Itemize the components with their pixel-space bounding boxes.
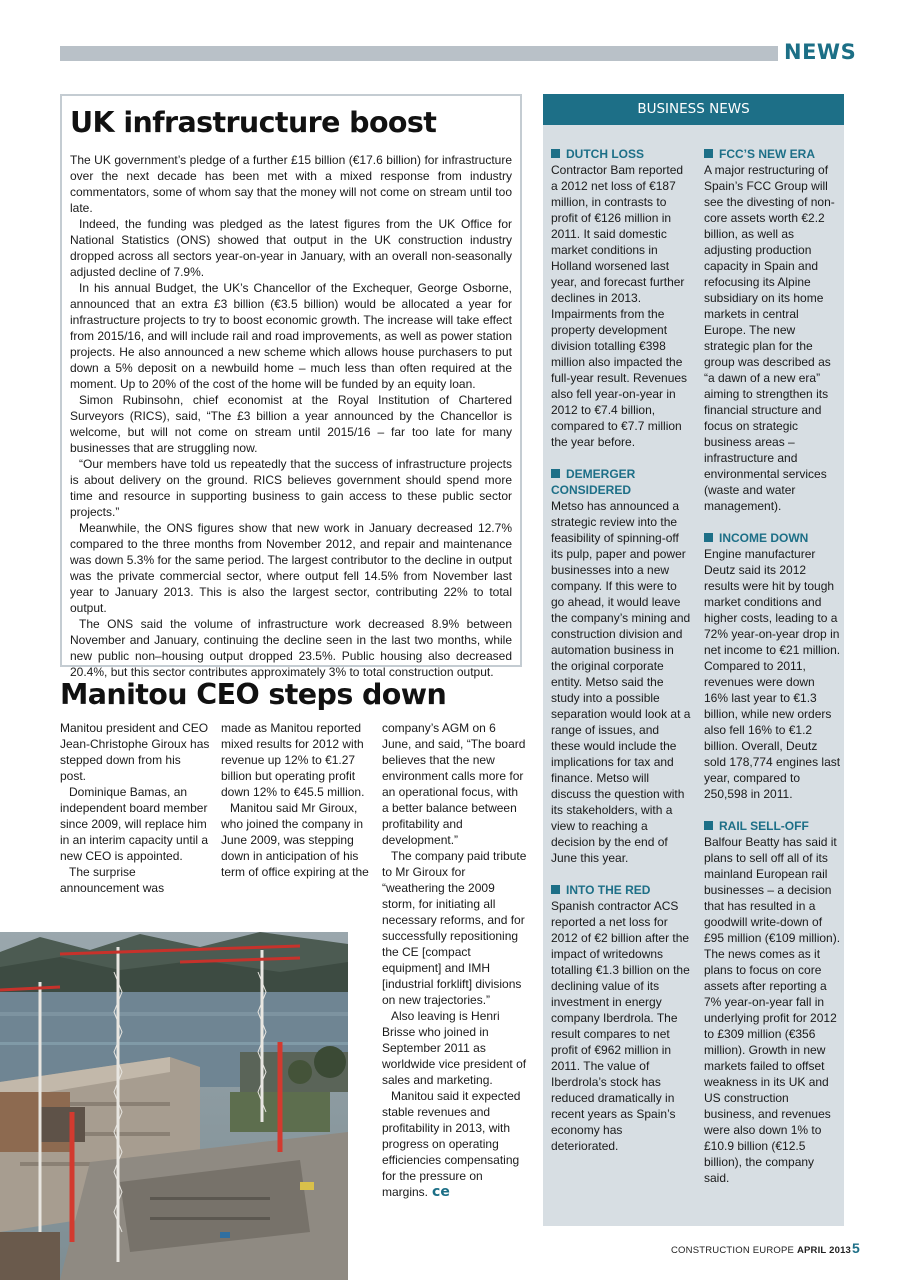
news-item-body: A major restructuring of Spain’s FCC Group will see the divesting of non-core assets worth €2.2 billion, as well as adjusting production capacity in Spain and refocusing its Alpine subsidiary on its home markets in central Europe. The new strategic plan for the group was described as “a dawn of a new era” aiming to strengthen its financial structure and focus on strategic business areas – infrastructure and environmental services (waste and water management).: [704, 163, 835, 513]
manitou-column-1: [60, 720, 210, 896]
uk-paragraph: Meanwhile, the ONS figures show that new work in January decreased 12.7% compared to the three months from November 2012, and repair and maintenance was down 5.3% for the same period. The largest contributor to the decline in output was the private commercial sector, where output fell 14.5% from November last year to January 2013. This is also the largest sector, contributing 22% to total output.: [70, 521, 512, 615]
bullet-square-icon: [704, 149, 713, 158]
manitou-final-text: Manitou said it expected stable revenues and profitability in 2013, with progress on operating efficiencies compensating for the pressure on margins.: [382, 1089, 521, 1199]
uk-paragraph: “Our members have told us repeatedly that the success of infrastructure projects is about delivery on the ground. RICS believes government should spend more time and resource in supporting business to gain access to these public sector projects.”: [70, 457, 512, 519]
news-item-into-the-red: [551, 882, 691, 1154]
section-label: NEWS: [784, 40, 857, 64]
end-of-article-mark: ce: [432, 1184, 450, 1200]
news-item-heading: [704, 146, 841, 162]
manitou-paragraph: [382, 1088, 527, 1200]
uk-paragraph: Indeed, the funding was pledged as the latest figures from the UK Office for National Statistics (ONS) showed that output in the UK construction industry dropped across all sectors year-on-year in January, with an overall non-seasonally adjusted decline of 7.9%.: [70, 217, 512, 279]
manitou-paragraph: Dominique Bamas, an independent board member since 2009, will replace him in an interim capacity until a new CEO is appointed.: [60, 785, 209, 863]
news-item-heading: [551, 146, 691, 162]
bullet-square-icon: [551, 885, 560, 894]
news-item-body: Engine manufacturer Deutz said its 2012 results were hit by tough market conditions and higher costs, leading to a 72% year-on-year drop in net income to €21 million. Compared to 2011, revenues were down 16% last year to €1.3 billion, while new orders also fell 16% to €1.2 billion. Overall, Deutz sold 178,774 engines last year, compared to 250,598 in 2011.: [704, 547, 841, 801]
uk-paragraph: The UK government’s pledge of a further £15 billion (€17.6 billion) for infrastructure over the next decade has been met with a mixed response from industry commentators, some of whom say that the money will not come on stream until too late.: [70, 153, 512, 215]
uk-paragraph: The ONS said the volume of infrastructure work decreased 8.9% between November and January, continuing the decline seen in the last two months, while new public non–housing output dropped 23.5%. Public housing also decreased 20.4%, but this sector contributes approximately 3% to total construction output.: [70, 617, 512, 679]
news-item-heading: [704, 818, 841, 834]
manitou-paragraph: Manitou president and CEO Jean-Christophe Giroux has stepped down from his post.: [60, 721, 210, 783]
manitou-paragraph: made as Manitou reported mixed results for 2012 with revenue up 12% to €1.27 billion but operating profit down 12% to €45.5 million.: [221, 721, 365, 799]
news-item-demerger: [551, 466, 691, 866]
manitou-paragraph: company’s AGM on 6 June, and said, “The board believes that the new environment calls more for an operational focus, with a better balance between profitability and development.”: [382, 721, 526, 847]
news-item-heading-text: DEMERGER CONSIDERED: [551, 467, 636, 497]
bullet-square-icon: [551, 149, 560, 158]
news-item-heading-text: RAIL SELL-OFF: [719, 819, 809, 833]
business-news-header: BUSINESS NEWS: [543, 94, 844, 125]
uk-article-body: [70, 152, 512, 680]
news-item-body: Metso has announced a strategic review into the feasibility of spinning-off its pulp, paper and power businesses into a new company. If this were to go ahead, it would leave the company’s mining and construction division and automation business in the original corporate entity. Metso said the study into a possible separation would look at a range of issues, and these would include the implications for tax and finance. Metso will discuss the question with its stakeholders, with a view to reaching a decision by the end of June this year.: [551, 499, 691, 865]
publication-name: CONSTRUCTION EUROPE: [671, 1245, 795, 1256]
manitou-paragraph: Manitou said Mr Giroux, who joined the company in June 2009, was stepping down in anticipation of his term of office expiring at the: [221, 801, 369, 879]
news-item-body: Contractor Bam reported a 2012 net loss of €187 million, in contrasts to profit of €126 million in 2011. It said domestic market conditions in Holland worsened last year, and forecast further declines in 2013. Impairments from the property development division totalling €398 million also impacted the full-year result. Revenues also fell year-on-year in 2012 to €7.4 billion, compared to €7.7 million the year before.: [551, 163, 688, 449]
page-footer: [671, 1245, 851, 1256]
manitou-article-headline: Manitou CEO steps down: [60, 678, 447, 711]
uk-infrastructure-article: [60, 94, 522, 679]
business-news-panel: [543, 94, 844, 1226]
business-news-column-2: [704, 146, 841, 1202]
news-item-rail-sell-off: [704, 818, 841, 1186]
business-news-column-1: [551, 146, 691, 1170]
manitou-paragraph: The surprise announcement was: [60, 865, 165, 895]
news-item-fcc: [704, 146, 841, 514]
construction-site-photo: [0, 932, 348, 1280]
manitou-paragraph: Also leaving is Henri Brisse who joined in September 2011 as worldwide vice president of sales and marketing.: [382, 1009, 527, 1087]
page-number: 5: [852, 1240, 860, 1256]
news-item-body: Balfour Beatty has said it plans to sell off all of its mainland European rail businesses – a decision that has resulted in a goodwill write-down of £95 million (€109 million). The news comes as it plans to focus on core assets after reporting a 7% year-on-year fall in underlying profit for 2012 to £309 million (€356 million). Growth in new markets failed to offset weakness in its UK and US construction business, and revenues were also down 1% to £10.9 billion (€12.5 billion), the company said.: [704, 835, 841, 1185]
manitou-column-3: [382, 720, 527, 1200]
bullet-square-icon: [551, 469, 560, 478]
bullet-square-icon: [704, 821, 713, 830]
news-item-heading: [551, 466, 691, 498]
news-item-income-down: [704, 530, 841, 802]
manitou-column-2: [221, 720, 371, 880]
news-item-heading-text: INTO THE RED: [566, 883, 651, 897]
uk-paragraph: Simon Rubinsohn, chief economist at the Royal Institution of Chartered Surveyors (RICS), said, “The £3 billion a year announced by the Chancellor is welcome, but will not come on stream until 2015/16 – far too late for many businesses that are struggling now.: [70, 393, 512, 455]
issue-date: APRIL 2013: [796, 1245, 852, 1256]
news-item-body: Spanish contractor ACS reported a net loss for 2012 of €2 billion after the impact of writedowns totalling €1.3 billion on the declining value of its investment in energy company Iberdrola. The result compares to net profit of €962 million in 2011. The value of Iberdrola’s stock has reduced dramatically in recent years as Spain’s economy has deteriorated.: [551, 899, 690, 1153]
header-rule: [60, 46, 778, 61]
news-item-dutch-loss: [551, 146, 691, 450]
manitou-paragraph: The company paid tribute to Mr Giroux for “weathering the 2009 storm, for initiating all necessary reforms, and for successfully repositioning the CE [compact equipment] and IMH [industrial forklift] divisions on new trajectories.”: [382, 849, 527, 1007]
uk-paragraph: In his annual Budget, the UK’s Chancellor of the Exchequer, George Osborne, announced that an extra £3 billion (€3.5 billion) would be allocated a year for infrastructure projects to try to boost economic growth. The increase will take effect from 2015/16, and will include rail and road improvements, as well as power station projects. He also announced a new scheme which allows house purchasers to put down a 5% deposit on a newbuild home – much less than often required at the moment. Up to 20% of the cost of the home will be funded by an equity loan.: [70, 281, 512, 391]
news-item-heading-text: INCOME DOWN: [719, 531, 809, 545]
news-item-heading: [704, 530, 841, 546]
news-item-heading-text: FCC’S NEW ERA: [719, 147, 815, 161]
bullet-square-icon: [704, 533, 713, 542]
news-item-heading: [551, 882, 691, 898]
uk-article-headline: UK infrastructure boost: [70, 106, 437, 139]
news-item-heading-text: DUTCH LOSS: [566, 147, 644, 161]
